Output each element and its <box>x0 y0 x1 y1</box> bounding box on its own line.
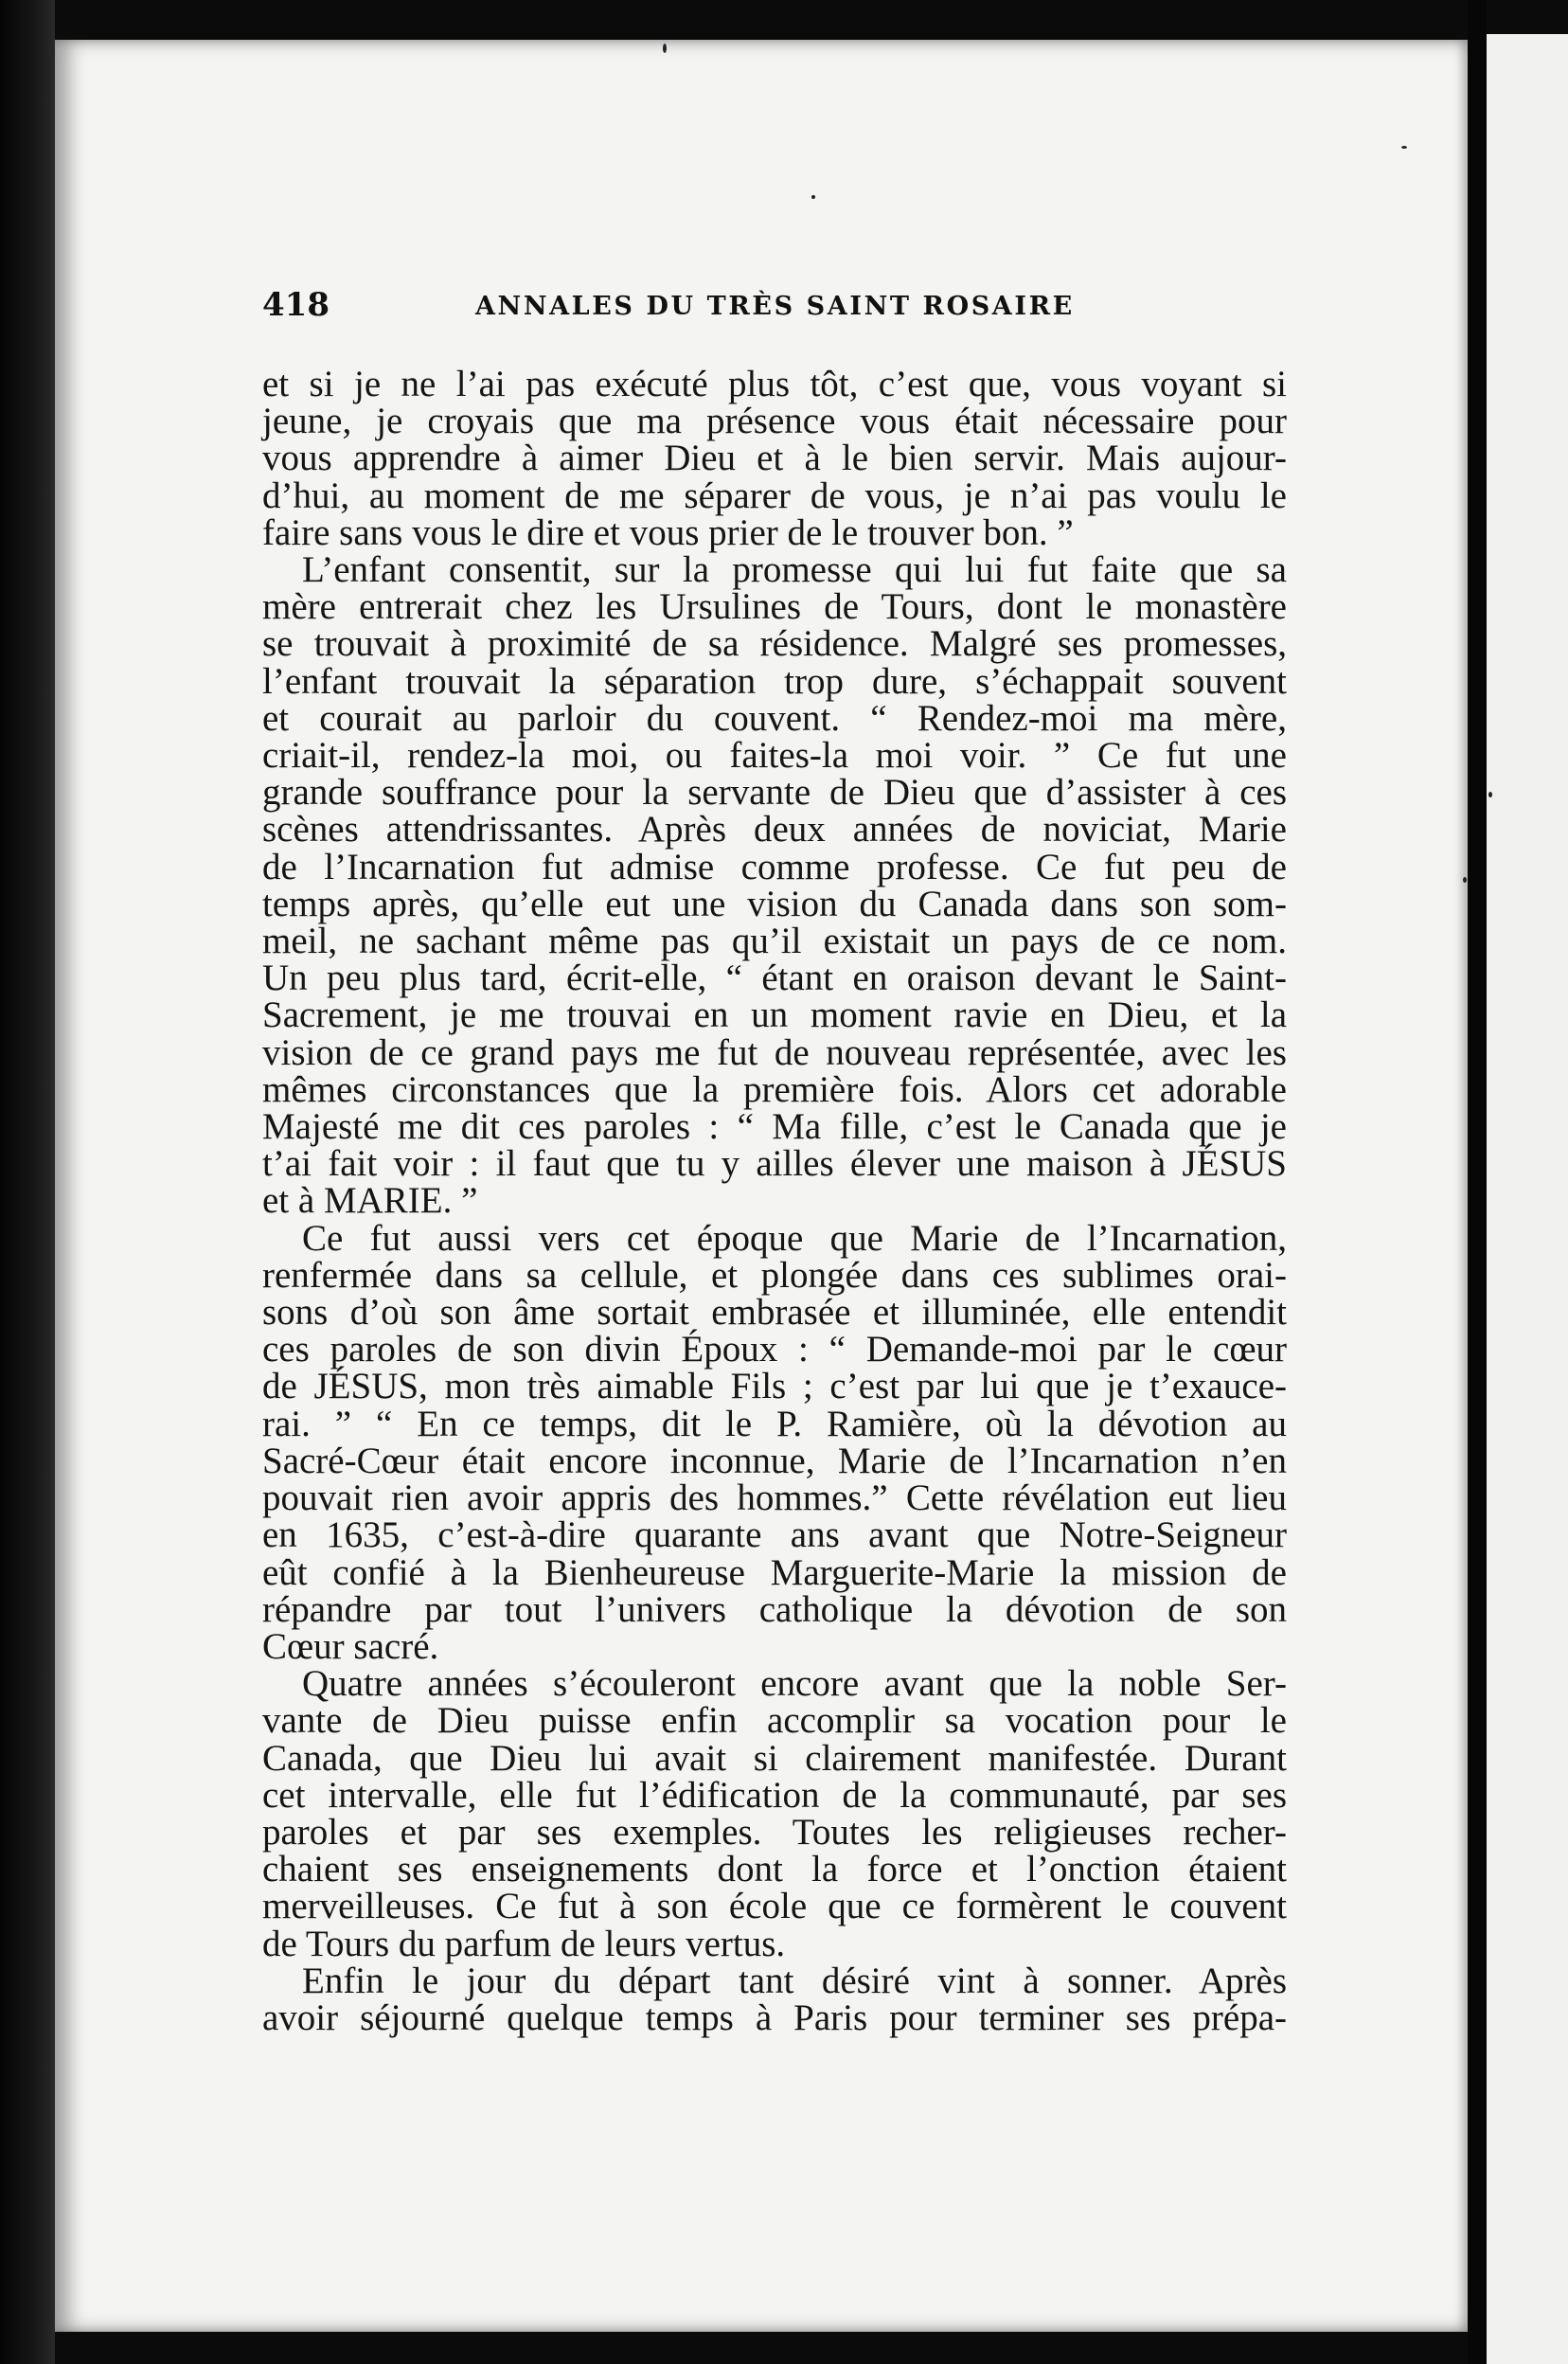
text-line: jeune, je croyais que ma présence vous était nécessaire pour <box>262 401 1287 442</box>
text-line: et courait au parloir du couvent. “ Rendez-moi ma mère, <box>262 697 1287 739</box>
text-line: Un peu plus tard, écrit-elle, “ étant en oraison devant le Saint- <box>262 958 1287 999</box>
text-line: se trouvait à proximité de sa résidence. Malgré ses promesses, <box>262 623 1287 665</box>
scan-speck <box>1401 146 1407 149</box>
text-line: temps après, qu’elle eut une vision du Canada dans son som- <box>262 883 1287 924</box>
text-line: merveilleuses. Ce fut à son école que ce formèrent le couvent <box>262 1886 1287 1927</box>
text-line: Sacré-Cœur était encore inconnue, Marie de l’Incarnation n’en <box>262 1440 1287 1481</box>
paragraph-first-line: Quatre années s’écouleront encore avant que la noble Ser- <box>302 1663 1287 1705</box>
text-line: pouvait rien avoir appris des hommes.” Cette révélation eut lieu <box>262 1478 1287 1519</box>
scan-speck <box>811 195 815 199</box>
text-line: vante de Dieu puisse enfin accomplir sa vocation pour le <box>262 1700 1287 1742</box>
text-line: criait-il, rendez-la moi, ou faites-la moi voir. ” Ce fut une <box>262 735 1287 777</box>
scan-speck <box>1463 877 1467 883</box>
page-number: 418 <box>262 286 330 324</box>
body-text <box>262 366 1287 2036</box>
text-line: de Tours du parfum de leurs vertus. <box>262 1923 786 1964</box>
text-line: t’ai fait voir : il faut que tu y ailles élever une maison à JÉSUS <box>262 1143 1287 1185</box>
text-line: meil, ne sachant même pas qu’il existait un pays de ce nom. <box>262 921 1287 962</box>
text-line: d’hui, au moment de me séparer de vous, je n’ai pas voulu le <box>262 475 1287 516</box>
text-line: paroles et par ses exemples. Toutes les religieuses recher- <box>262 1811 1287 1853</box>
text-line: en 1635, c’est-à-dire quarante ans avant que Notre-Seigneur <box>262 1514 1287 1556</box>
text-line: et à MARIE. ” <box>262 1180 478 1222</box>
text-line: Canada, que Dieu lui avait si clairement manifestée. Durant <box>262 1737 1287 1779</box>
page-gap <box>1468 0 1487 2364</box>
text-line: vision de ce grand pays me fut de nouveau représentée, avec les <box>262 1031 1287 1073</box>
text-line: cet intervalle, elle fut l’édification de la communauté, par ses <box>262 1774 1287 1816</box>
scan-binding-edge <box>0 0 55 2364</box>
text-line: chaient ses enseignements dont la force et l’onction étaient <box>262 1849 1287 1890</box>
paragraph-first-line: Enfin le jour du départ tant désiré vint à sonner. Après <box>302 1960 1287 2001</box>
scan-speck <box>1488 792 1492 797</box>
text-line: grande souffrance pour la servante de Dieu que d’assister à ces <box>262 772 1287 814</box>
next-page-edge <box>1487 34 1568 2364</box>
text-line: eût confié à la Bienheureuse Marguerite-Marie la mission de <box>262 1551 1287 1593</box>
text-line: vous apprendre à aimer Dieu et à le bien servir. Mais aujour- <box>262 438 1287 479</box>
text-line: Sacrement, je me trouvai en un moment ravie en Dieu, et la <box>262 994 1287 1036</box>
text-line: mêmes circonstances que la première fois. Alors cet adorable <box>262 1068 1287 1110</box>
text-line: faire sans vous le dire et vous prier de le trouver bon. ” <box>262 511 1074 553</box>
paragraph-first-line: L’enfant consentit, sur la promesse qui lui fut faite que sa <box>302 549 1287 591</box>
text-line: rai. ” “ En ce temps, dit le P. Ramière, où la dévotion au <box>262 1403 1287 1444</box>
text-line: de JÉSUS, mon très aimable Fils ; c’est par lui que je t’exauce- <box>262 1366 1287 1407</box>
text-line: scènes attendrissantes. Après deux années de noviciat, Marie <box>262 809 1287 851</box>
scan-speck <box>663 44 667 53</box>
text-line: de l’Incarnation fut admise comme professe. Ce fut peu de <box>262 846 1287 887</box>
text-line: Majesté me dit ces paroles : “ Ma fille, c’est le Canada que je <box>262 1106 1287 1148</box>
text-line: répandre par tout l’univers catholique la dévotion de son <box>262 1588 1287 1630</box>
text-line: renfermée dans sa cellule, et plongée dans ces sublimes orai- <box>262 1254 1287 1296</box>
running-title: ANNALES DU TRÈS SAINT ROSAIRE <box>475 292 1075 321</box>
text-line: avoir séjourné quelque temps à Paris pour terminer ses prépa- <box>262 1997 1287 2038</box>
text-line: ces paroles de son divin Époux : “ Demande-moi par le cœur <box>262 1329 1287 1370</box>
paragraph-first-line: Ce fut aussi vers cet époque que Marie de l’Incarnation, <box>302 1217 1287 1259</box>
page-header <box>262 286 1285 330</box>
text-line: Cœur sacré. <box>262 1625 439 1667</box>
text-line: mère entrerait chez les Ursulines de Tours, dont le monastère <box>262 586 1287 628</box>
text-line: et si je ne l’ai pas exécuté plus tôt, c’est que, vous voyant si <box>262 364 1287 404</box>
text-line: sons d’où son âme sortait embrasée et illuminée, elle entendit <box>262 1292 1287 1334</box>
text-line: l’enfant trouvait la séparation trop dure, s’échappait souvent <box>262 660 1287 702</box>
